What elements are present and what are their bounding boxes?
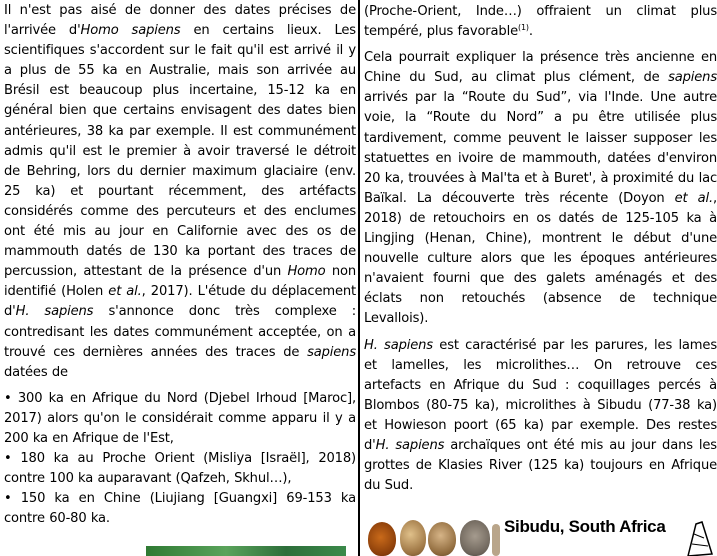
microlith-image <box>492 524 500 556</box>
right-paragraph-0: (Proche-Orient, Inde…) offraient un climat plus tempéré, plus favorable$^{(1)}$. <box>364 4 717 40</box>
stone-tool-icon <box>682 520 716 556</box>
left-paragraph-1: Il n'est pas aisé de donner des dates précises de l'arrivée d'Homo sapiens en certains lieux. Les scientifiques s'accordent sur le fait qu'il est arrivé il y a plus de 55 ka en Australie, mais son arrivée au Brésil est beaucoup plus incertaine, 15-12 ka en général bien que certains envisagent des dates bien antérieures, 38 ka par exemple. Il est communément admis qu'il est le premier à avoir traversé le détroit de Behring, lors du dernier maximum glaciaire (env. 25 ka) et pourtant récemment, des artéfacts considérés comme des percuteurs et des enclumes ont été mis au jour en Californie avec des os de mammouth datés de 130 ka portant des traces de percussion, attestant de la présence d'un Homo non identifié (Holen et al., 2017). L'étude du déplacement d'H. sapiens s'annonce donc très complexe : contredisant les dates communément acceptée, on a trouvé ces dernières années des traces de sapiens datées de <box>4 3 356 380</box>
bullet-item: • 180 ka au Proche Orient (Misliya [Israël], 2018) contre 100 ka auparavant (Qafzeh, Skhul…), <box>4 451 356 487</box>
right-column <box>364 0 717 556</box>
shell-bead-image <box>460 520 490 556</box>
shell-bead-image <box>428 522 456 556</box>
bullet-item: • 300 ka en Afrique du Nord (Djebel Irhoud [Maroc], 2017) alors qu'on le considérait comme apparu il y a 200 ka en Afrique de l'Est, <box>4 390 356 446</box>
shell-bead-image <box>400 520 426 556</box>
left-column <box>4 0 356 556</box>
right-paragraph-1: Cela pourrait expliquer la présence très ancienne en Chine du Sud, au climat plus clément, de sapiens arrivés par la “Route du Sud”, via l'Inde. Une autre voie, la “Route du Nord” a pu être utilisée plus tardivement, comme peuvent le laisser supposer les statuettes en ivoire de mammouth, datées d'environ 20 ka, trouvées à Mal'ta et à Buret', à proximité du lac Baïkal. La découverte très récente (Doyon et al., 2018) de retouchoirs en os datés de 125-105 ka à Lingjing (Henan, Chine), montrent le début d'une nouvelle culture alors que les époques antérieures n'avaient fourni que des galets aménagés et des éclats non retouchés (absence de technique Levallois). <box>364 50 717 327</box>
sibudu-artifacts-image <box>364 516 715 556</box>
column-divider <box>358 0 360 556</box>
right-paragraph-2: H. sapiens est caractérisé par les parures, les lames et lamelles, les microlithes… On retrouve ces artefacts en Afrique du Sud : coquillages percés à Blombos (80-75 ka), microlithes à Sibudu (77-38 ka) et Howieson poort (65 ka) par exemple. Des restes d'H. sapiens archaïques ont été mis au jour dans les grottes de Klasies River (125 ka) toujours en Afrique du Sud. <box>364 337 717 494</box>
bullet-item: • 150 ka en Chine (Liujiang [Guangxi] 69-153 ka contre 60-80 ka. <box>4 491 356 527</box>
image-caption: Sibudu, South Africa <box>504 517 666 536</box>
shell-bead-image <box>368 522 396 556</box>
map-image-fragment <box>146 546 346 556</box>
